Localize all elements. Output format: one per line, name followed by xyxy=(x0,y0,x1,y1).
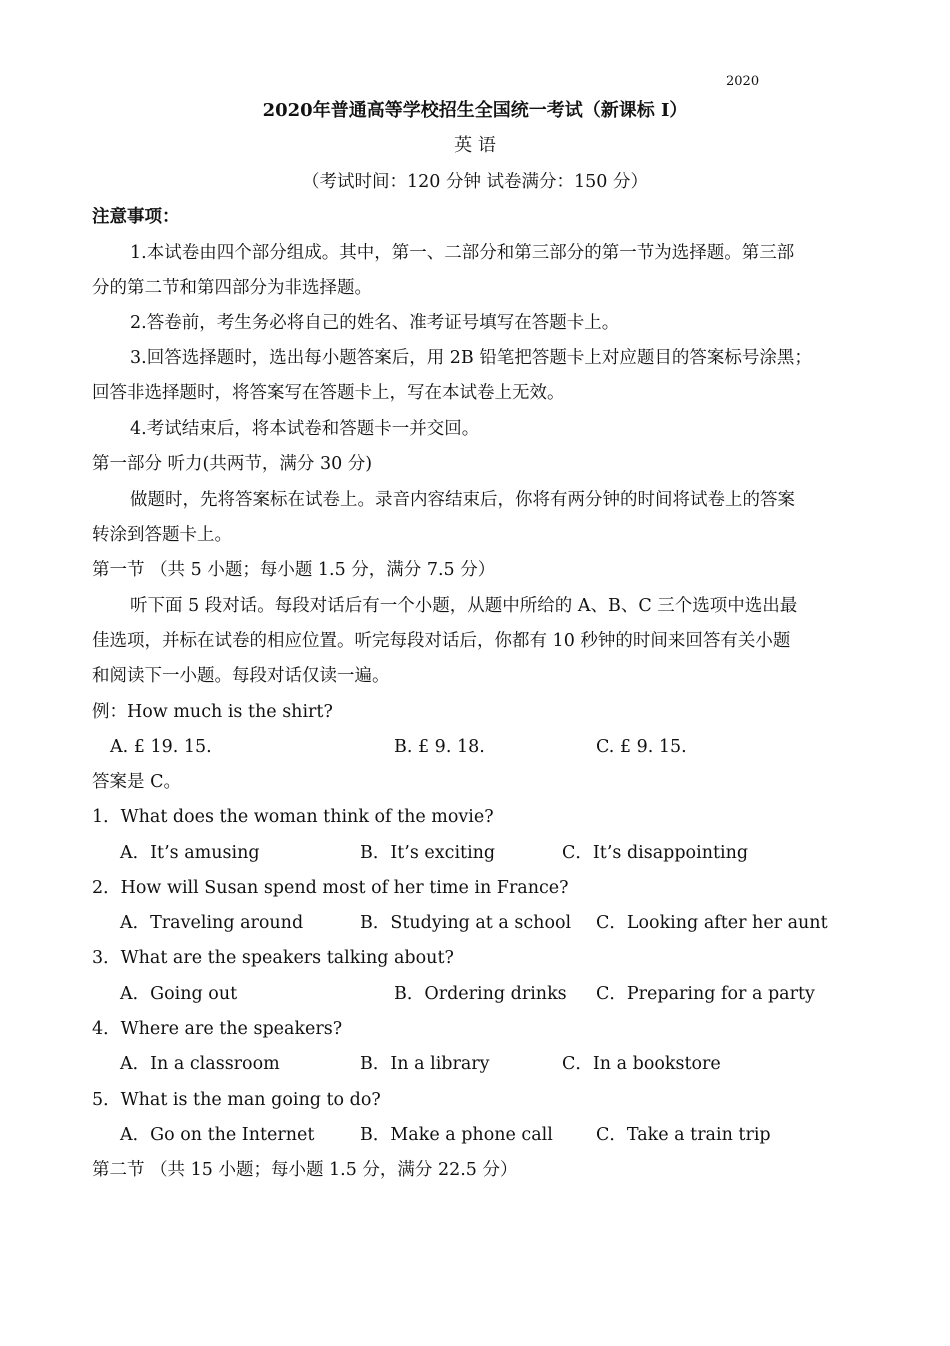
section1-instruction: 听下面 5 段对话。每段对话后有一个小题，从题中所给的 A、B、C 三个选项中选出最 xyxy=(130,596,798,616)
part1-heading: 第一部分 听力(共两节，满分 30 分) xyxy=(92,454,373,474)
notice-line: 4.考试结束后，将本试卷和答题卡一并交回。 xyxy=(130,419,480,439)
page-title: 2020年普通高等学校招生全国统一考试（新课标 I） xyxy=(262,100,688,121)
notice-line: 回答非选择题时，将答案写在答题卡上，写在本试卷上无效。 xyxy=(92,383,565,403)
example-question: 例：How much is the shirt? xyxy=(92,702,333,722)
part1-instruction: 做题时，先将答案标在试卷上。录音内容结束后，你将有两分钟的时间将试卷上的答案 xyxy=(130,490,795,510)
question-2: 2．How will Susan spend most of her time in France? xyxy=(92,878,569,898)
example-option-c: C. £ 9. 15. xyxy=(596,737,687,757)
q5-option-c: C．Take a train trip xyxy=(596,1125,771,1145)
q4-option-c: C．In a bookstore xyxy=(562,1054,721,1074)
subject-title: 英 语 xyxy=(454,135,496,156)
question-5: 5．What is the man going to do? xyxy=(92,1090,381,1110)
example-answer: 答案是 C。 xyxy=(92,772,181,792)
q5-option-b: B．Make a phone call xyxy=(360,1125,553,1145)
notice-line: 3.回答选择题时，选出每小题答案后，用 2B 铅笔把答题卡上对应题目的答案标号涂黑； xyxy=(130,348,812,368)
notice-line: 分的第二节和第四部分为非选择题。 xyxy=(92,278,372,298)
q1-option-b: B．It’s exciting xyxy=(360,843,496,863)
part1-instruction: 转涂到答题卡上。 xyxy=(92,525,232,545)
section2-heading: 第二节 （共 15 小题；每小题 1.5 分，满分 22.5 分） xyxy=(92,1160,518,1180)
q1-option-c: C．It’s disappointing xyxy=(562,843,749,863)
example-option-a: A. £ 19. 15. xyxy=(110,737,212,757)
q3-option-c: C．Preparing for a party xyxy=(596,984,815,1004)
q2-option-c: C．Looking after her aunt xyxy=(596,913,828,933)
question-4: 4．Where are the speakers? xyxy=(92,1019,343,1039)
notice-heading: 注意事项： xyxy=(92,207,180,227)
section1-heading: 第一节 （共 5 小题；每小题 1.5 分，满分 7.5 分） xyxy=(92,560,496,580)
notice-line: 2.答卷前，考生务必将自己的姓名、准考证号填写在答题卡上。 xyxy=(130,313,620,333)
section1-instruction: 佳选项，并标在试卷的相应位置。听完每段对话后，你都有 10 秒钟的时间来回答有关小题 xyxy=(92,631,791,651)
question-3: 3．What are the speakers talking about? xyxy=(92,948,454,968)
q3-option-b: B．Ordering drinks xyxy=(394,984,567,1004)
q4-option-a: A．In a classroom xyxy=(120,1054,280,1074)
year-tag: 2020 xyxy=(726,74,760,89)
section1-instruction: 和阅读下一小题。每段对话仅读一遍。 xyxy=(92,666,390,686)
example-option-b: B. £ 9. 18. xyxy=(394,737,485,757)
notice-line: 1.本试卷由四个部分组成。其中，第一、二部分和第三部分的第一节为选择题。第三部 xyxy=(130,243,795,263)
q5-option-a: A．Go on the Internet xyxy=(120,1125,315,1145)
q4-option-b: B．In a library xyxy=(360,1054,490,1074)
q3-option-a: A．Going out xyxy=(120,984,238,1004)
exam-info: （考试时间：120 分钟 试卷满分：150 分） xyxy=(302,172,648,192)
q2-option-b: B．Studying at a school xyxy=(360,913,572,933)
q2-option-a: A．Traveling around xyxy=(120,913,304,933)
q1-option-a: A．It’s amusing xyxy=(120,843,260,863)
question-1: 1．What does the woman think of the movie? xyxy=(92,807,494,827)
